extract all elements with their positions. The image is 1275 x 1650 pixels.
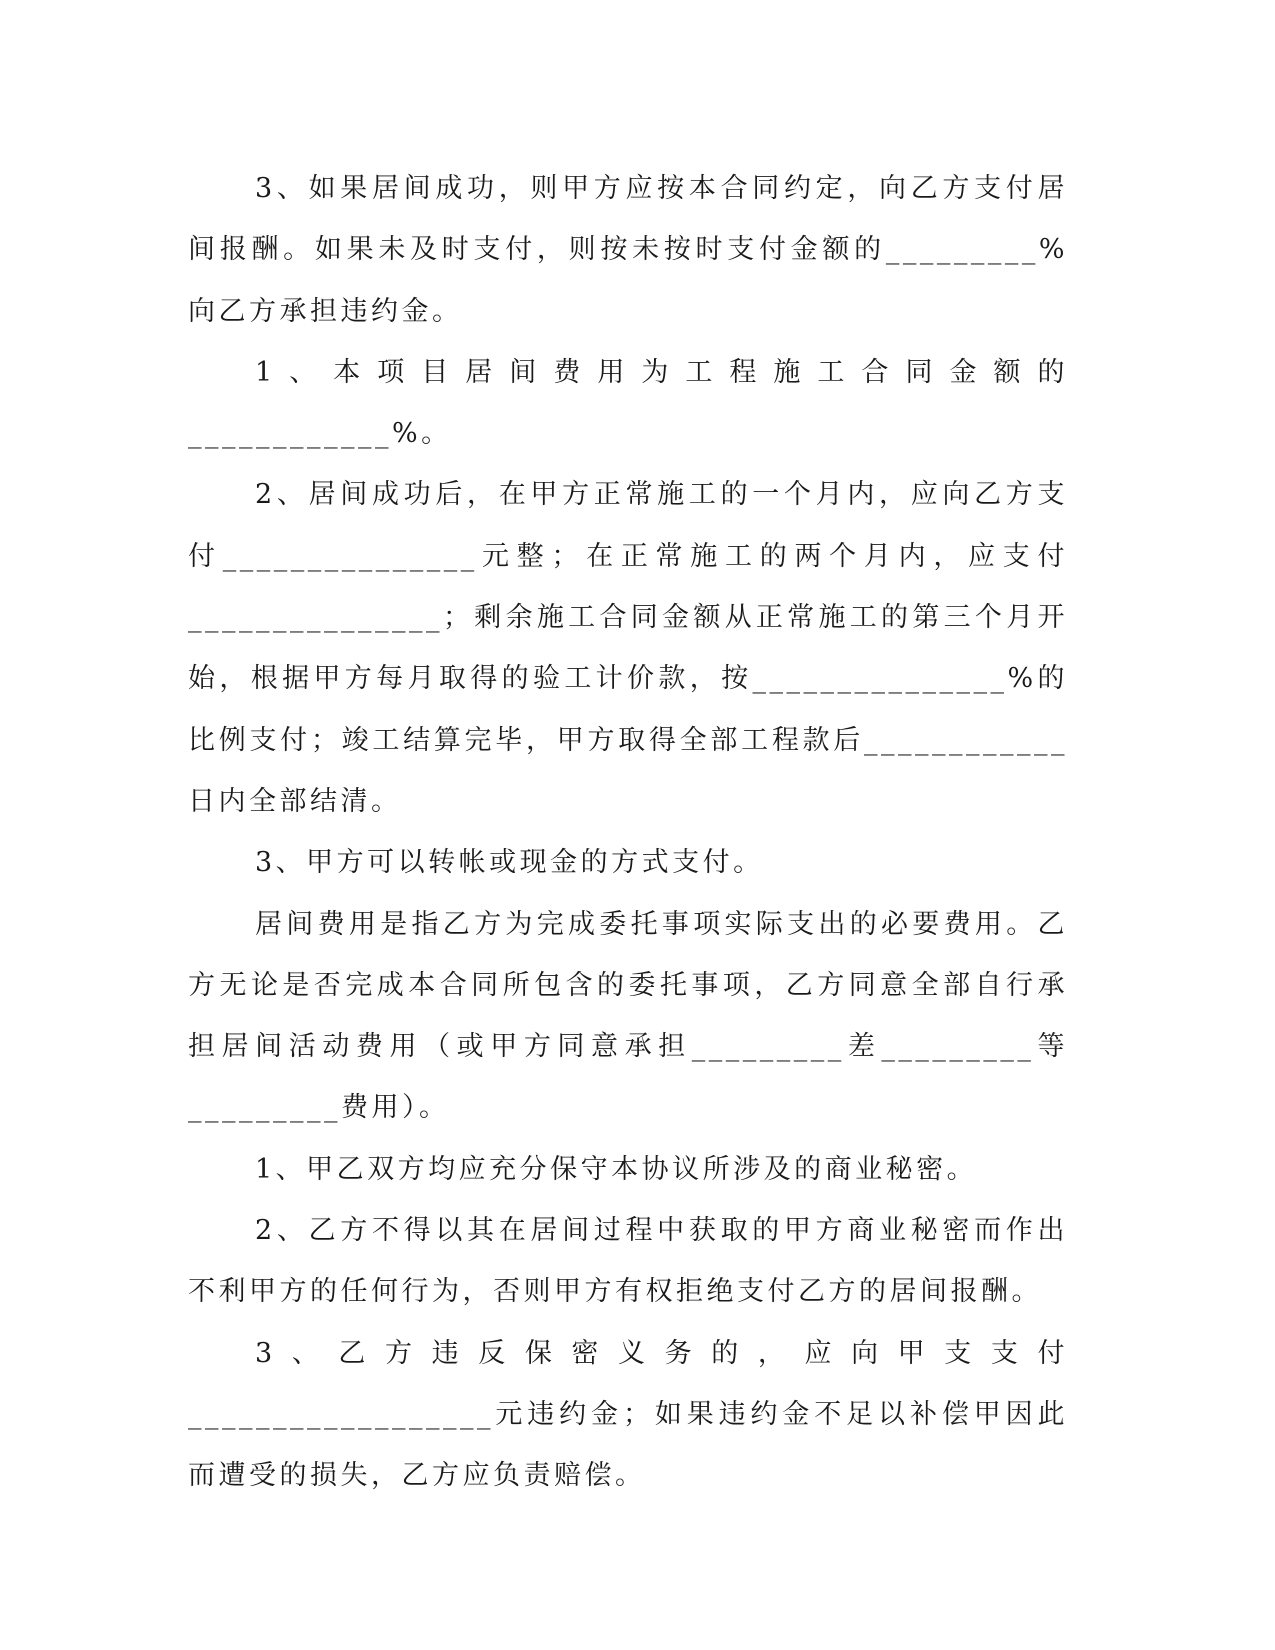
paragraph-confidentiality (188, 1139, 1068, 1200)
paragraph-text: 居间费用是指乙方为完成委托事项实际支出的必要费用。乙方无论是否完成本合同所包含的委托事项，乙方同意全部自行承担居间活动费用（或甲方同意承担_________差_________等_________费用）。 (188, 908, 1068, 1124)
paragraph-text: 1、本项目居间费用为工程施工合同金额的____________%。 (188, 356, 1068, 450)
paragraph-commission-payment (188, 158, 1068, 342)
paragraph-expense-definition (188, 894, 1068, 1139)
paragraph-payment-method (188, 832, 1068, 893)
paragraph-fee-rate (188, 342, 1068, 465)
paragraph-text: 2、居间成功后，在甲方正常施工的一个月内，应向乙方支付_______________元整；在正常施工的两个月内，应支付_______________；剩余施工合同金额从正常施工的第三个月开始，根据甲方每月取得的验工计价款，按_______________%的比例支付；竣工结算完毕，甲方取得全部工程款后____________日内全部结清。 (188, 479, 1068, 817)
paragraph-no-harm (188, 1200, 1068, 1323)
paragraph-breach-penalty (188, 1323, 1068, 1507)
paragraph-text: 3、乙方违反保密义务的，应向甲支支付__________________元违约金；如果违约金不足以补偿甲因此而遭受的损失，乙方应负责赔偿。 (188, 1337, 1068, 1492)
paragraph-text: 1、甲乙双方均应充分保守本协议所涉及的商业秘密。 (255, 1153, 978, 1185)
paragraph-text: 3、如果居间成功，则甲方应按本合同约定，向乙方支付居间报酬。如果未及时支付，则按未按时支付金额的_________%向乙方承担违约金。 (188, 173, 1068, 327)
paragraph-payment-schedule (188, 464, 1068, 832)
document-body (188, 158, 1068, 1507)
paragraph-text: 3、甲方可以转帐或现金的方式支付。 (255, 847, 764, 879)
paragraph-text: 2、乙方不得以其在居间过程中获取的甲方商业秘密而作出不利甲方的任何行为，否则甲方有权拒绝支付乙方的居间报酬。 (188, 1215, 1068, 1308)
